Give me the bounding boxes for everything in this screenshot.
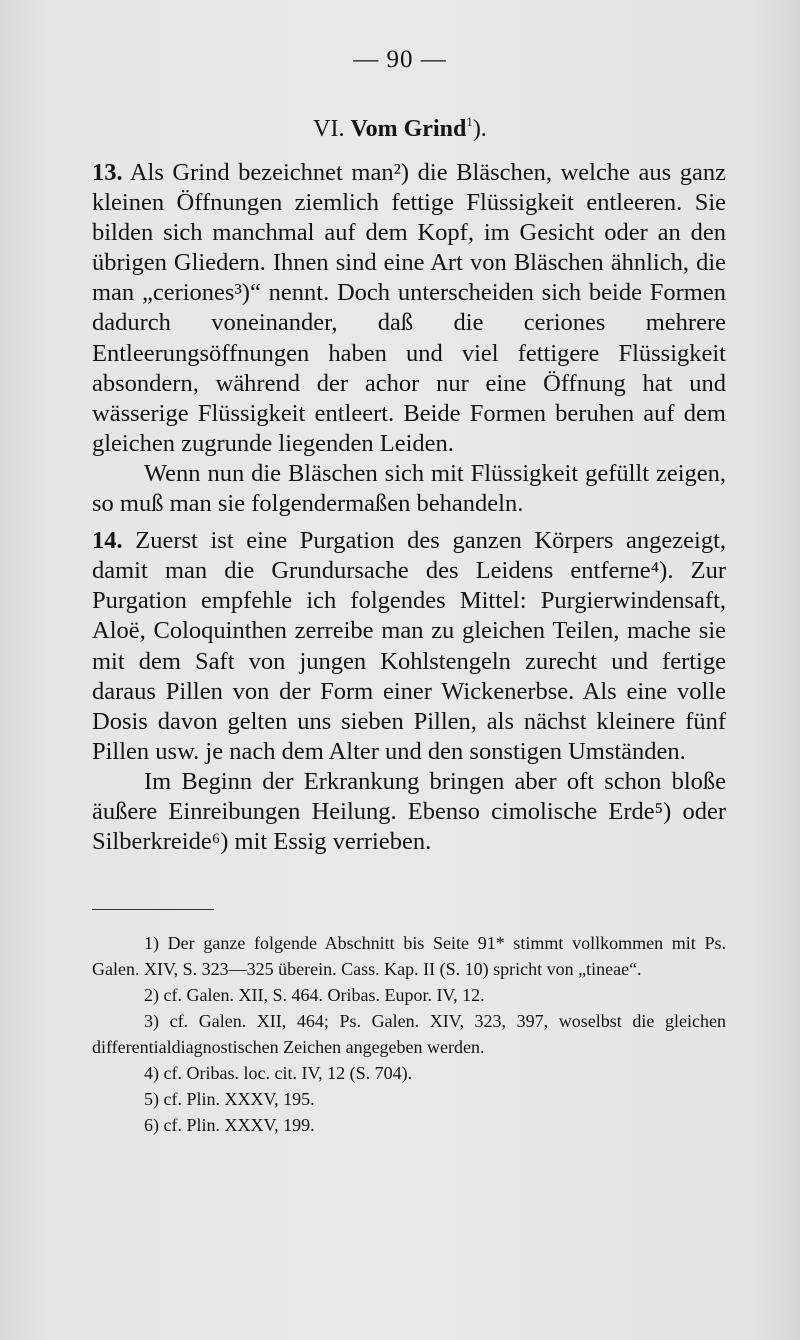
footnote-4: 4) cf. Oribas. loc. cit. IV, 12 (S. 704).: [144, 1063, 413, 1083]
footnote-1: 1) Der ganze folgende Abschnitt bis Seite 91* stimmt vollkommen mit Ps. Galen. XIV, S. 323—325 überein. Cass. Kap. II (S. 10) spricht von „tineae“.: [92, 933, 726, 979]
main-text: [92, 158, 726, 857]
chapter-footnote-ref: 1: [466, 114, 473, 129]
paragraph-text: Zuerst ist eine Purgation des ganzen Körpers angezeigt, damit man die Grundursache des Leidens entferne⁴). Zur Purgation empfehle ich folgendes Mittel: Purgierwindensaft, Aloë, Coloquinthen zerreibe man zu gleichen Teilen, mache sie mit dem Saft von jungen Kohlstengeln zurecht und fertige daraus Pillen von der Form einer Wickenerbse. Als eine volle Dosis davon gelten uns sieben Pillen, als nächst kleinere fünf Pillen usw. je nach dem Alter und den sonstigen Umständen.: [92, 527, 727, 765]
paragraph-text: Wenn nun die Bläschen sich mit Flüssigkeit gefüllt zeigen, so muß man sie folgendermaßen behandeln.: [92, 459, 726, 518]
section-number: 13.: [92, 159, 123, 186]
chapter-title: Vom Grind: [350, 116, 467, 142]
chapter-heading: [0, 116, 800, 143]
footnote-3: 3) cf. Galen. XII, 464; Ps. Galen. XIV, 323, 397, woselbst die gleichen differentialdiagnostischen Zeichen angegeben werden.: [92, 1011, 726, 1057]
section-13-paragraph-2: [92, 459, 726, 519]
footnote-5: 5) cf. Plin. XXXV, 195.: [144, 1089, 315, 1109]
paragraph-text: Als Grind bezeichnet man²) die Bläschen, welche aus ganz kleinen Öffnungen ziemlich fettige Flüssigkeit entleeren. Sie bilden sich manchmal auf dem Kopf, im Gesicht oder an den übrigen Gliedern. Ihnen sind eine Art von Bläschen ähnlich, die man „ceriones³)“ nennt. Doch unterscheiden sich beide Formen dadurch voneinander, daß die ceriones mehrere Entleerungsöffnungen haben und viel fettigere Flüssigkeit absondern, während der achor nur eine Öffnung hat und wässerige Flüssigkeit entleert. Beide Formen beruhen auf dem gleichen zugrunde liegenden Leiden.: [92, 159, 726, 457]
paragraph-text: Im Beginn der Erkrankung bringen aber oft schon bloße äußere Einreibungen Heilung. Ebenso cimolische Erde⁵) oder Silberkreide⁶) mit Essig verrieben.: [92, 767, 726, 856]
footnote-divider: [92, 909, 214, 910]
section-number: 14.: [92, 527, 123, 555]
section-13-paragraph-1: [92, 158, 726, 459]
section-14-paragraph-2: [92, 767, 726, 857]
section-14-paragraph-1: [92, 526, 726, 767]
chapter-prefix: VI.: [313, 116, 345, 142]
page-number: — 90 —: [353, 46, 447, 73]
footnote-6: 6) cf. Plin. XXXV, 199.: [144, 1115, 315, 1135]
footnotes: [92, 930, 726, 1138]
footnote-2: 2) cf. Galen. XII, S. 464. Oribas. Eupor. IV, 12.: [144, 985, 485, 1005]
chapter-suffix: ).: [472, 116, 487, 142]
